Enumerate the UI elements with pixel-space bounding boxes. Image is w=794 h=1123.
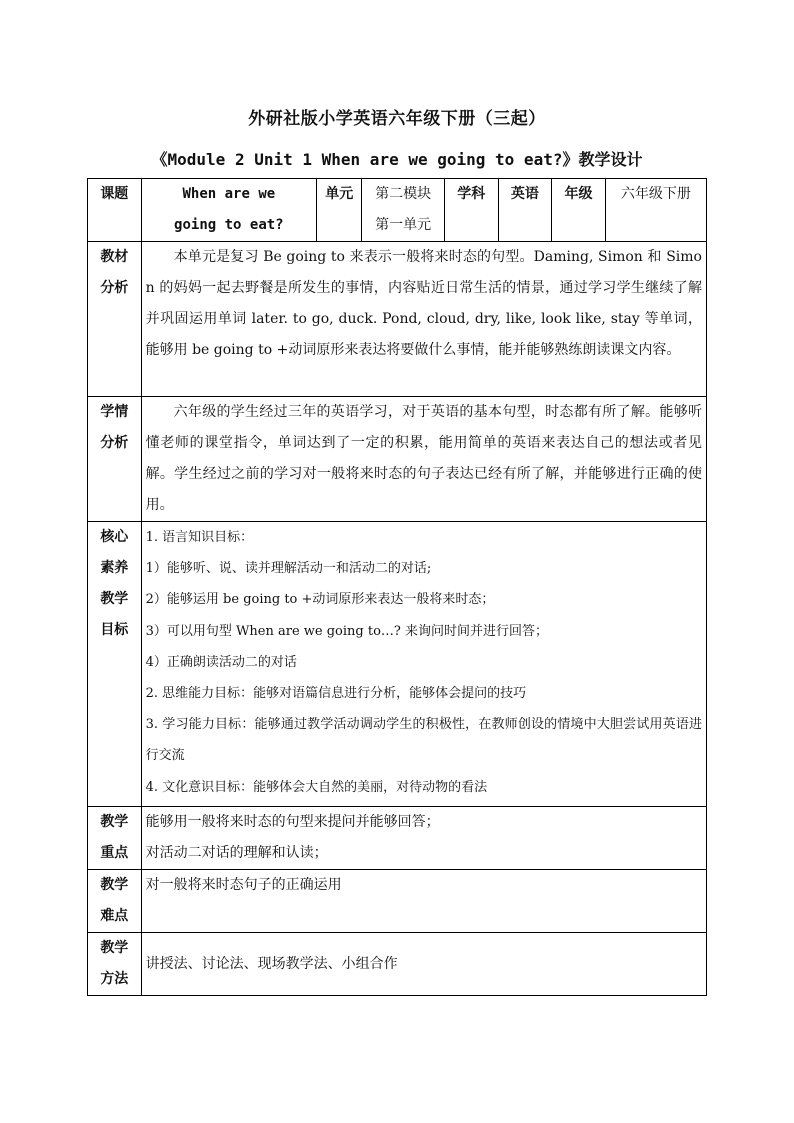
core-goal-item: 1. 语言知识目标： [145,530,254,545]
grade-value: 六年级下册 [605,179,706,242]
grade-label: 年级 [552,179,606,242]
core-goal-item: 3）可以用句型 When are we going to…? 来询问时间并进行回答； [145,623,549,639]
difficult-point-line: 对一般将来时态句子的正确运用 [145,877,342,893]
core-goal-item: 2. 思维能力目标：能够对语篇信息进行分析，能够体会提问的技巧 [145,686,527,702]
key-points-label-line-1: 教学 [100,814,129,830]
core-goal-item: 1）能够听、说、读并理解活动一和活动二的对话; [145,561,432,577]
key-points-label-line-2: 重点 [100,845,129,861]
methods-row [88,933,707,996]
student-analysis-row [88,397,707,522]
core-goals-label-line-2: 素养 [100,560,129,576]
lesson-plan-table [87,178,707,996]
student-analysis-text [141,397,706,522]
document-title: 外研社版小学英语六年级下册（三起） [248,109,546,129]
unit-value [362,179,445,242]
methods-label-line-2: 方法 [100,971,129,987]
core-goals-label [88,522,142,807]
textbook-analysis-text [141,242,706,397]
difficult-points-label-line-2: 难点 [100,908,129,924]
core-goals-text [141,522,706,807]
key-point-line-1: 能够用一般将来时态的句型来提问并能够回答； [145,814,440,830]
document-subtitle: 《Module 2 Unit 1 When are we going to eat?》教学设计 [151,150,643,169]
textbook-analysis-label-line-1: 教材 [100,249,129,265]
topic-value [141,179,316,242]
student-analysis-label-line-2: 分析 [100,435,129,451]
core-goal-item: 3. 学习能力目标：能够通过教学活动调动学生的积极性，在教师创设的情境中大胆尝试用英语进行交流 [145,717,702,764]
methods-line: 讲授法、讨论法、现场教学法、小组合作 [145,955,398,972]
methods-label-line-1: 教学 [100,940,129,956]
key-points-label [88,807,142,870]
student-analysis-paragraph: 六年级的学生经过三年的英语学习，对于英语的基本句型，时态都有所了解。能够听懂老师的课堂指令，单词达到了一定的积累，能用简单的英语来表达自己的想法或者见解。学生经过之前的学习对一般将来时态的句子表达已经有所了解，并能够进行正确的使用。 [145,404,702,513]
key-points-row [88,807,707,870]
core-goal-item: 4）正确朗读活动二的对话 [145,654,297,670]
unit-line-2: 第一单元 [375,217,432,233]
methods-text [141,933,706,996]
core-goals-label-line-1: 核心 [100,529,129,545]
core-goal-item: 2）能够运用 be going to +动词原形来表达一般将来时态； [145,592,495,608]
key-points-text [141,807,706,870]
textbook-analysis-paragraph: 本单元是复习 Be going to 来表示一般将来时态的句型。Daming, Simon 和 Simon 的妈妈一起去野餐是所发生的事情，内容贴近日常生活的情景，通过学习学生继续了解并巩固运用单词 later. to go, duck. Pond, cloud, dry, like, look like, stay 等单词，能够用 be going to +动词原形来表达将要做什么事情，能并能够熟练朗读课文内容。 [145,249,702,358]
topic-label: 课题 [88,179,142,242]
header-row [88,179,707,242]
difficult-points-row [88,870,707,933]
core-goals-row [88,522,707,807]
subject-label: 学科 [444,179,498,242]
difficult-points-label [88,870,142,933]
topic-line-2: going to eat? [174,217,284,233]
topic-line-1: When are we [182,186,276,202]
student-analysis-label [88,397,142,522]
difficult-points-label-line-1: 教学 [100,877,129,893]
textbook-analysis-label-line-2: 分析 [100,280,129,296]
core-goals-label-line-4: 目标 [100,622,129,638]
textbook-analysis-label [88,242,142,397]
subject-value: 英语 [498,179,552,242]
difficult-points-text [141,870,706,933]
key-point-line-2: 对活动二对话的理解和认读； [145,845,328,861]
core-goal-item: 4. 文化意识目标：能够体会大自然的美丽，对待动物的看法 [145,779,488,795]
core-goals-label-line-3: 教学 [100,591,129,607]
unit-label: 单元 [317,179,362,242]
methods-label [88,933,142,996]
unit-line-1: 第二模块 [375,186,432,202]
student-analysis-label-line-1: 学情 [100,404,129,420]
textbook-analysis-row [88,242,707,397]
